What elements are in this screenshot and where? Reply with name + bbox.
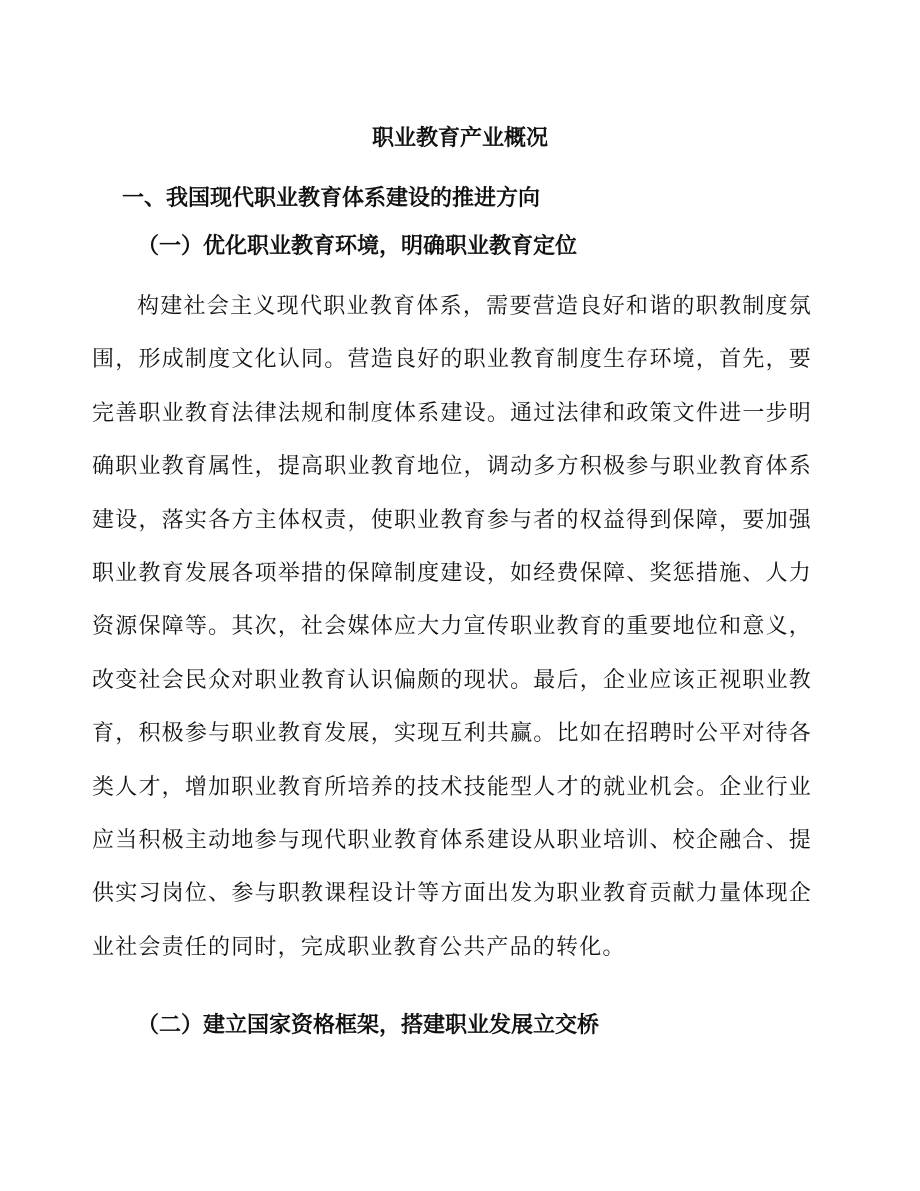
document-title: 职业教育产业概况: [371, 125, 548, 151]
body-paragraph-1: 构建社会主义现代职业教育体系，需要营造良好和谐的职教制度氛围，形成制度文化认同。营造良好的职业教育制度生存环境，首先，要完善职业教育法律法规和制度体系建设。通过法律和政策文件进一步明确职业教育属性，提高职业教育地位，调动多方积极参与职业教育体系建设，落实各方主体权责，使职业教育参与者的权益得到保障，要加强职业教育发展各项举措的保障制度建设，如经费保障、奖惩措施、人力资源保障等。其次，社会媒体应大力宣传职业教育的重要地位和意义，改变社会民众对职业教育认识偏颇的现状。最后，企业应该正视职业教育，积极参与职业教育发展，实现互利共赢。比如在招聘时公平对待各类人才，增加职业教育所培养的技术技能型人才的就业机会。企业行业应当积极主动地参与现代职业教育体系建设从职业培训、校企融合、提供实习岗位、参与职教课程设计等方面出发为职业教育贡献力量体现企业社会责任的同时，完成职业教育公共产品的转化。: [92, 294, 812, 960]
subsection-heading-1: （一）优化职业教育环境，明确职业教育定位: [137, 233, 578, 259]
section-heading-1: 一、我国现代职业教育体系建设的推进方向: [122, 185, 541, 211]
subsection-heading-2: （二）建立国家资格框架，搭建职业发展立交桥: [137, 1012, 600, 1038]
